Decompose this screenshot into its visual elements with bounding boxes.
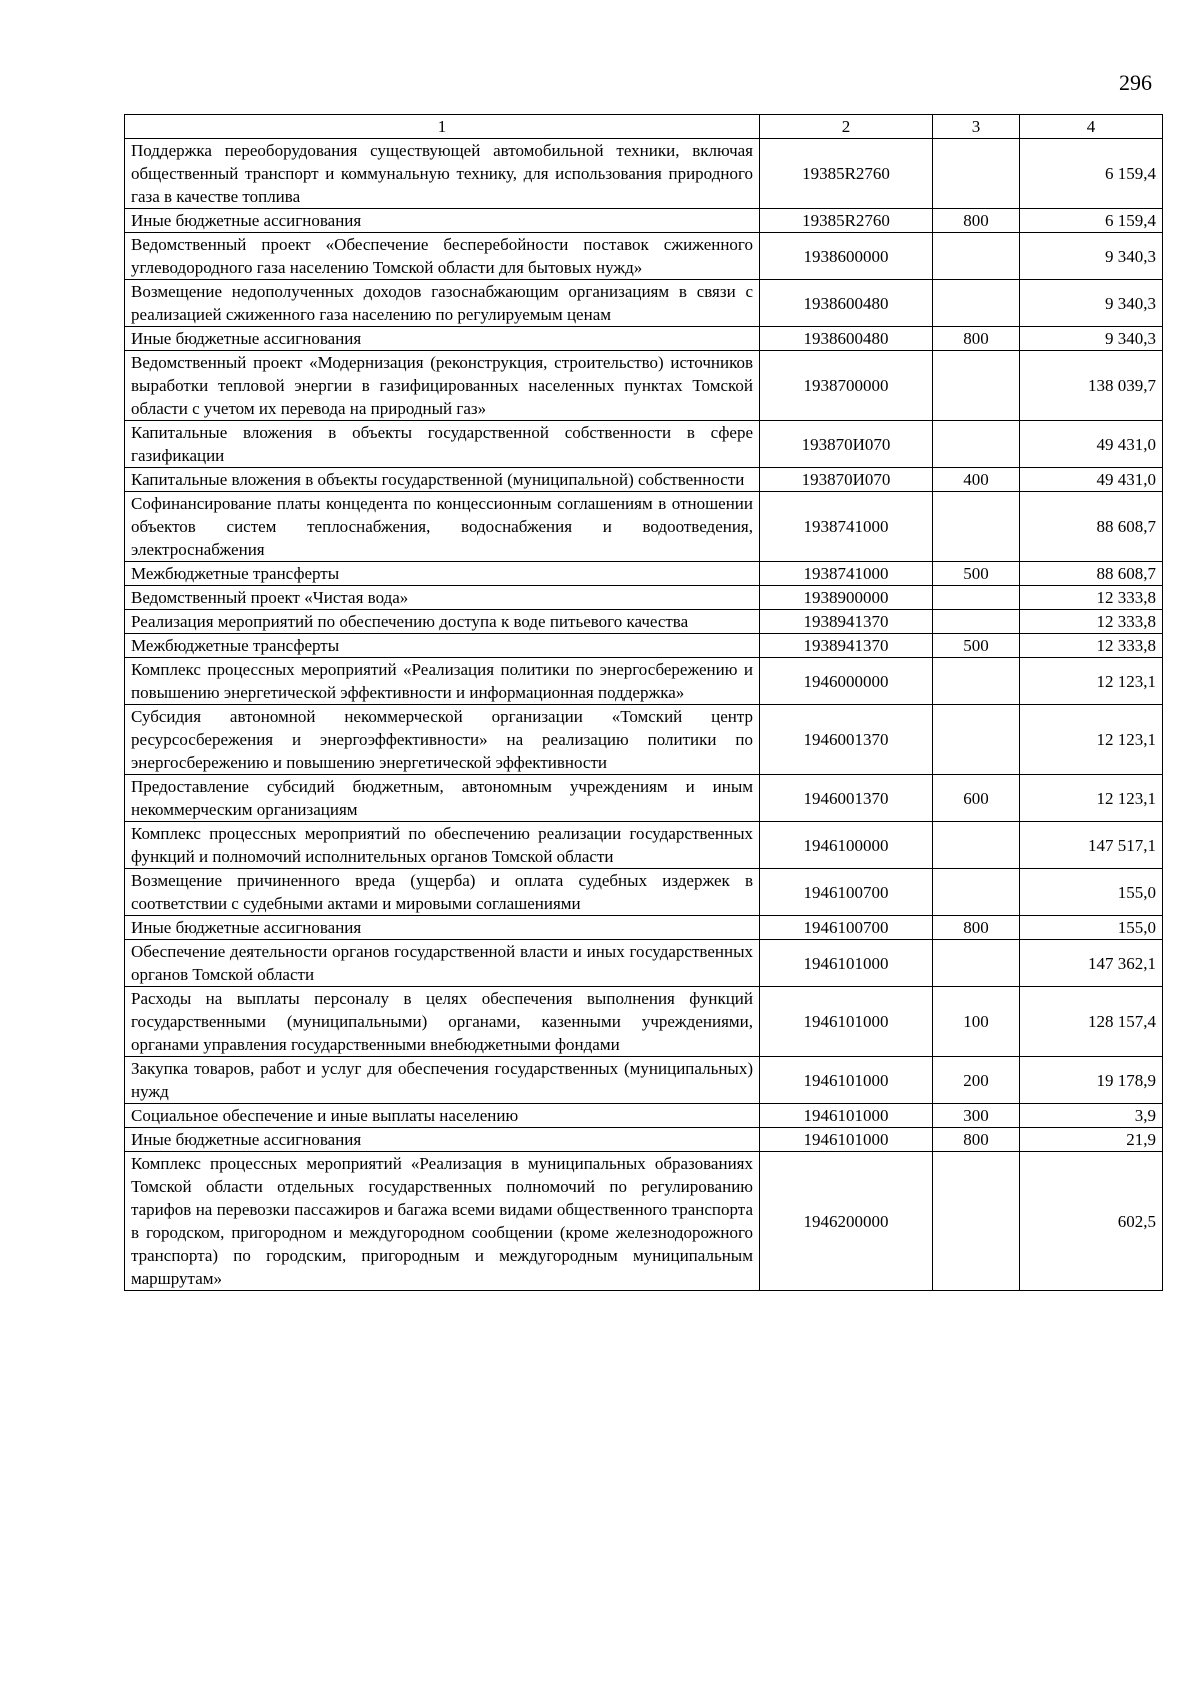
row-amount: 155,0 [1020,869,1163,916]
row-expense-type: 800 [933,209,1020,233]
table-row [125,1128,1163,1152]
row-code: 1938741000 [760,562,933,586]
row-expense-type [933,492,1020,562]
row-amount: 147 517,1 [1020,822,1163,869]
row-amount: 88 608,7 [1020,492,1163,562]
row-amount: 147 362,1 [1020,940,1163,987]
row-expense-type [933,351,1020,421]
row-code: 1938600480 [760,280,933,327]
row-code: 1946200000 [760,1152,933,1291]
row-code: 19385R2760 [760,139,933,209]
table-row [125,869,1163,916]
row-name: Ведомственный проект «Обеспечение бесперебойности поставок сжиженного углеводородного газа населению Томской области для бытовых нужд» [125,233,760,280]
row-amount: 12 123,1 [1020,705,1163,775]
row-amount: 155,0 [1020,916,1163,940]
row-amount: 6 159,4 [1020,209,1163,233]
table-row [125,586,1163,610]
row-amount: 49 431,0 [1020,421,1163,468]
row-name: Капитальные вложения в объекты государственной собственности в сфере газификации [125,421,760,468]
row-code: 1938600480 [760,327,933,351]
row-amount: 9 340,3 [1020,327,1163,351]
row-expense-type: 500 [933,562,1020,586]
table-row [125,327,1163,351]
row-code: 19385R2760 [760,209,933,233]
table-row [125,940,1163,987]
row-expense-type [933,139,1020,209]
row-amount: 49 431,0 [1020,468,1163,492]
row-name: Иные бюджетные ассигнования [125,916,760,940]
row-expense-type [933,658,1020,705]
row-code: 1946101000 [760,1104,933,1128]
row-code: 1946101000 [760,1057,933,1104]
row-amount: 9 340,3 [1020,280,1163,327]
row-expense-type [933,233,1020,280]
row-expense-type: 100 [933,987,1020,1057]
table-row [125,658,1163,705]
row-name: Иные бюджетные ассигнования [125,209,760,233]
header-col-2: 2 [760,115,933,139]
row-expense-type [933,280,1020,327]
row-name: Закупка товаров, работ и услуг для обеспечения государственных (муниципальных) нужд [125,1057,760,1104]
row-name: Межбюджетные трансферты [125,634,760,658]
row-name: Ведомственный проект «Модернизация (реконструкция, строительство) источников выработки тепловой энергии в газифицированных населенных пунктах Томской области с учетом их перевода на природный газ» [125,351,760,421]
table-row [125,1057,1163,1104]
row-expense-type: 800 [933,916,1020,940]
row-code: 1946100700 [760,869,933,916]
row-name: Комплекс процессных мероприятий «Реализация в муниципальных образованиях Томской области отдельных государственных полномочий по регулированию тарифов на перевозки пассажиров и багажа всеми видами общественного транспорта в городском, пригородном и междугородном сообщении (кроме железнодорожного транспорта) по городским, пригородным и междугородным муниципальным маршрутам» [125,1152,760,1291]
row-code: 1946101000 [760,940,933,987]
row-code: 1946000000 [760,658,933,705]
row-amount: 12 333,8 [1020,586,1163,610]
table-header [125,115,1163,139]
row-expense-type [933,421,1020,468]
row-name: Капитальные вложения в объекты государственной (муниципальной) собственности [125,468,760,492]
row-expense-type [933,822,1020,869]
table-row [125,139,1163,209]
row-name: Расходы на выплаты персоналу в целях обеспечения выполнения функций государственными (муниципальными) органами, казенными учреждениями, органами управления государственными внебюджетными фондами [125,987,760,1057]
header-col-4: 4 [1020,115,1163,139]
header-col-3: 3 [933,115,1020,139]
row-code: 1946101000 [760,987,933,1057]
row-amount: 88 608,7 [1020,562,1163,586]
row-code: 1938941370 [760,610,933,634]
row-expense-type [933,1152,1020,1291]
row-code: 1946001370 [760,705,933,775]
row-name: Ведомственный проект «Чистая вода» [125,586,760,610]
row-amount: 138 039,7 [1020,351,1163,421]
row-expense-type [933,869,1020,916]
table-row [125,468,1163,492]
table-row [125,634,1163,658]
table-row [125,1152,1163,1291]
row-amount: 12 333,8 [1020,610,1163,634]
table-row [125,233,1163,280]
row-amount: 12 123,1 [1020,775,1163,822]
row-code: 1938700000 [760,351,933,421]
row-name: Иные бюджетные ассигнования [125,1128,760,1152]
row-amount: 12 123,1 [1020,658,1163,705]
table-row [125,822,1163,869]
row-amount: 9 340,3 [1020,233,1163,280]
table-row [125,775,1163,822]
header-row [125,115,1163,139]
table-body [125,139,1163,1291]
table-row [125,492,1163,562]
table-row [125,1104,1163,1128]
row-expense-type [933,586,1020,610]
table-row [125,351,1163,421]
row-expense-type [933,940,1020,987]
row-amount: 6 159,4 [1020,139,1163,209]
row-code: 1938741000 [760,492,933,562]
row-name: Поддержка переоборудования существующей автомобильной техники, включая общественный транспорт и коммунальную технику, для использования природного газа в качестве топлива [125,139,760,209]
row-name: Межбюджетные трансферты [125,562,760,586]
header-col-1: 1 [125,115,760,139]
row-expense-type: 600 [933,775,1020,822]
row-code: 1938600000 [760,233,933,280]
row-name: Реализация мероприятий по обеспечению доступа к воде питьевого качества [125,610,760,634]
row-name: Предоставление субсидий бюджетным, автономным учреждениям и иным некоммерческим организациям [125,775,760,822]
row-name: Комплекс процессных мероприятий по обеспечению реализации государственных функций и полномочий исполнительных органов Томской области [125,822,760,869]
row-expense-type: 800 [933,1128,1020,1152]
row-name: Субсидия автономной некоммерческой организации «Томский центр ресурсосбережения и энергоэффективности» на реализацию политики по энергосбережению и повышению энергетической эффективности [125,705,760,775]
table-row [125,916,1163,940]
row-code: 1938941370 [760,634,933,658]
row-expense-type [933,705,1020,775]
row-name: Комплекс процессных мероприятий «Реализация политики по энергосбережению и повышению энергетической эффективности и информационная поддержка» [125,658,760,705]
row-amount: 21,9 [1020,1128,1163,1152]
row-expense-type: 200 [933,1057,1020,1104]
row-code: 1946100700 [760,916,933,940]
row-amount: 19 178,9 [1020,1057,1163,1104]
row-name: Возмещение недополученных доходов газоснабжающим организациям в связи с реализацией сжиженного газа населению по регулируемым ценам [125,280,760,327]
row-expense-type: 500 [933,634,1020,658]
row-amount: 128 157,4 [1020,987,1163,1057]
table-row [125,209,1163,233]
row-name: Обеспечение деятельности органов государственной власти и иных государственных органов Томской области [125,940,760,987]
table-row [125,987,1163,1057]
row-name: Иные бюджетные ассигнования [125,327,760,351]
row-expense-type [933,610,1020,634]
row-code: 193870И070 [760,468,933,492]
row-code: 1938900000 [760,586,933,610]
page-number: 296 [1119,70,1152,95]
row-amount: 12 333,8 [1020,634,1163,658]
table-row [125,280,1163,327]
row-code: 1946001370 [760,775,933,822]
row-name: Возмещение причиненного вреда (ущерба) и оплата судебных издержек в соответствии с судебными актами и мировыми соглашениями [125,869,760,916]
row-code: 1946100000 [760,822,933,869]
row-code: 1946101000 [760,1128,933,1152]
row-name: Софинансирование платы концедента по концессионным соглашениям в отношении объектов систем теплоснабжения, водоснабжения и водоотведения, электроснабжения [125,492,760,562]
row-expense-type: 800 [933,327,1020,351]
row-expense-type: 400 [933,468,1020,492]
table-row [125,562,1163,586]
row-amount: 3,9 [1020,1104,1163,1128]
budget-table [124,114,1163,1291]
row-expense-type: 300 [933,1104,1020,1128]
row-code: 193870И070 [760,421,933,468]
table-row [125,610,1163,634]
table-row [125,421,1163,468]
row-name: Социальное обеспечение и иные выплаты населению [125,1104,760,1128]
table-row [125,705,1163,775]
row-amount: 602,5 [1020,1152,1163,1291]
